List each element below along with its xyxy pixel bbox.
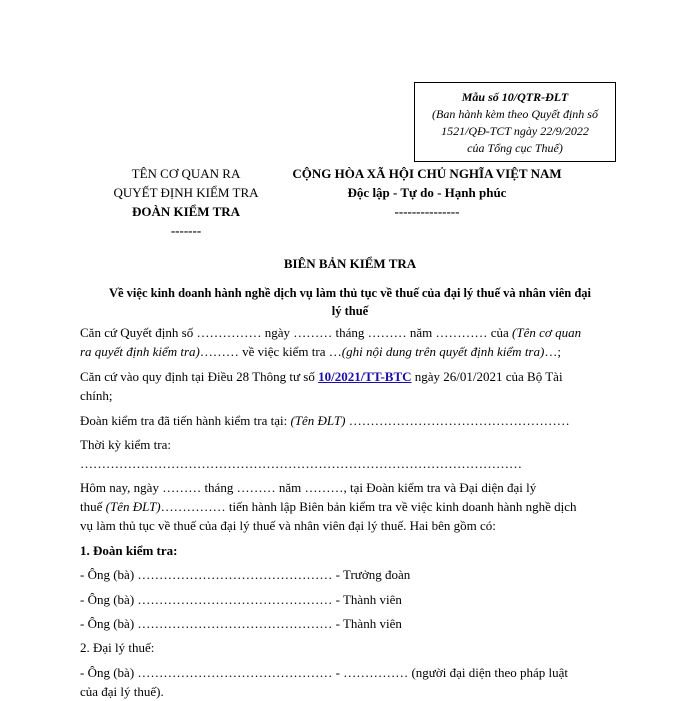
form-number-title: Mẫu số 10/QTR-ĐLT: [461, 90, 569, 104]
document-title: BIÊN BẢN KIỂM TRA: [283, 256, 417, 271]
form-issued-line3: của Tổng cục Thuế): [467, 141, 563, 155]
p5-text-a: Hôm nay, ngày ……… tháng ……… năm ………, tại Đoàn kiểm tra và Đại diện đại lý: [80, 480, 537, 495]
agency-line3: ĐOÀN KIỂM TRA: [131, 204, 241, 219]
p1-text-f: …;: [544, 344, 561, 359]
agency-line1: TÊN CƠ QUAN RA: [131, 166, 241, 181]
paragraph-today: [80, 478, 620, 535]
p2-text-a: Căn cứ vào quy định tại Điều 28 Thông tư số: [80, 369, 319, 384]
p1-text-e: (ghi nội dung trên quyết định kiểm tra): [341, 344, 545, 359]
paragraph-period: [80, 435, 620, 473]
member-row: - Ông (bà) ……………………………………… - Thành viên: [80, 616, 402, 631]
subject-line1: Về việc kinh doanh hành nghề dịch vụ làm thủ tục về thuế của đại lý thuế và nhân viên đại: [108, 286, 592, 300]
p4-text-a: Thời kỳ kiểm tra:: [80, 437, 171, 452]
p2-text-c: chính;: [80, 388, 113, 403]
p5-text-e: vụ làm thủ tục về thuế của đại lý thuế và nhân viên đại lý thuế. Hai bên gồm có:: [80, 518, 496, 533]
agent-representative: [80, 663, 620, 701]
section-tax-agent: 2. Đại lý thuế:: [80, 640, 155, 655]
national-divider: ---------------: [394, 204, 460, 219]
p5-text-c: (Tên ĐLT): [105, 499, 161, 514]
p1-text-d: ……… về việc kiểm tra …: [199, 344, 342, 359]
section-inspection-team: 1. Đoàn kiểm tra:: [80, 543, 178, 558]
national-title: CỘNG HÒA XÃ HỘI CHỦ NGHĨA VIỆT NAM: [292, 166, 562, 181]
form-issued-line2: 1521/QĐ-TCT ngày 22/9/2022: [441, 124, 589, 138]
document-subject: [80, 284, 620, 320]
national-header: [284, 164, 570, 221]
agent-line1: - Ông (bà) ……………………………………… - …………… (người đại diện theo pháp luật: [80, 665, 568, 680]
p3-text-a: Đoàn kiểm tra đã tiến hành kiểm tra tại:: [80, 413, 291, 428]
p1-text-b: (Tên cơ quan: [512, 325, 582, 340]
form-number-box: [414, 82, 616, 162]
member-row: - Ông (bà) ……………………………………… - Thành viên: [80, 592, 402, 607]
paragraph-decision: [80, 323, 620, 361]
paragraph-location: [80, 411, 620, 430]
p1-text-c: ra quyết định kiểm tra): [80, 344, 200, 359]
member-row: - Ông (bà) ……………………………………… - Trưởng đoàn: [80, 567, 411, 582]
p3-text-c: ……………………………………………: [345, 413, 570, 428]
p3-text-b: (Tên ĐLT): [290, 413, 346, 428]
p4-text-b: …………………………………………………………………………………………: [80, 456, 522, 471]
circular-link[interactable]: 10/2021/TT-BTC: [318, 369, 412, 384]
p1-text-a: Căn cứ Quyết định số …………… ngày ……… tháng ……… năm ………… của: [80, 325, 513, 340]
paragraph-circular: [80, 367, 620, 405]
form-issued-line1: (Ban hành kèm theo Quyết định số: [432, 107, 598, 121]
p5-text-b: thuế: [80, 499, 106, 514]
p2-text-b: ngày 26/01/2021 của Bộ Tài: [411, 369, 563, 384]
p5-text-d: …………… tiến hành lập Biên bản kiểm tra về việc kinh doanh hành nghề dịch: [160, 499, 577, 514]
national-motto: Độc lập - Tự do - Hạnh phúc: [347, 185, 507, 200]
agent-line2: của đại lý thuế).: [80, 684, 164, 699]
agency-line2: QUYẾT ĐỊNH KIỂM TRA: [113, 185, 259, 200]
agency-divider: -------: [170, 223, 202, 238]
issuing-agency-header: [80, 164, 292, 240]
subject-line2: lý thuế: [331, 304, 369, 318]
